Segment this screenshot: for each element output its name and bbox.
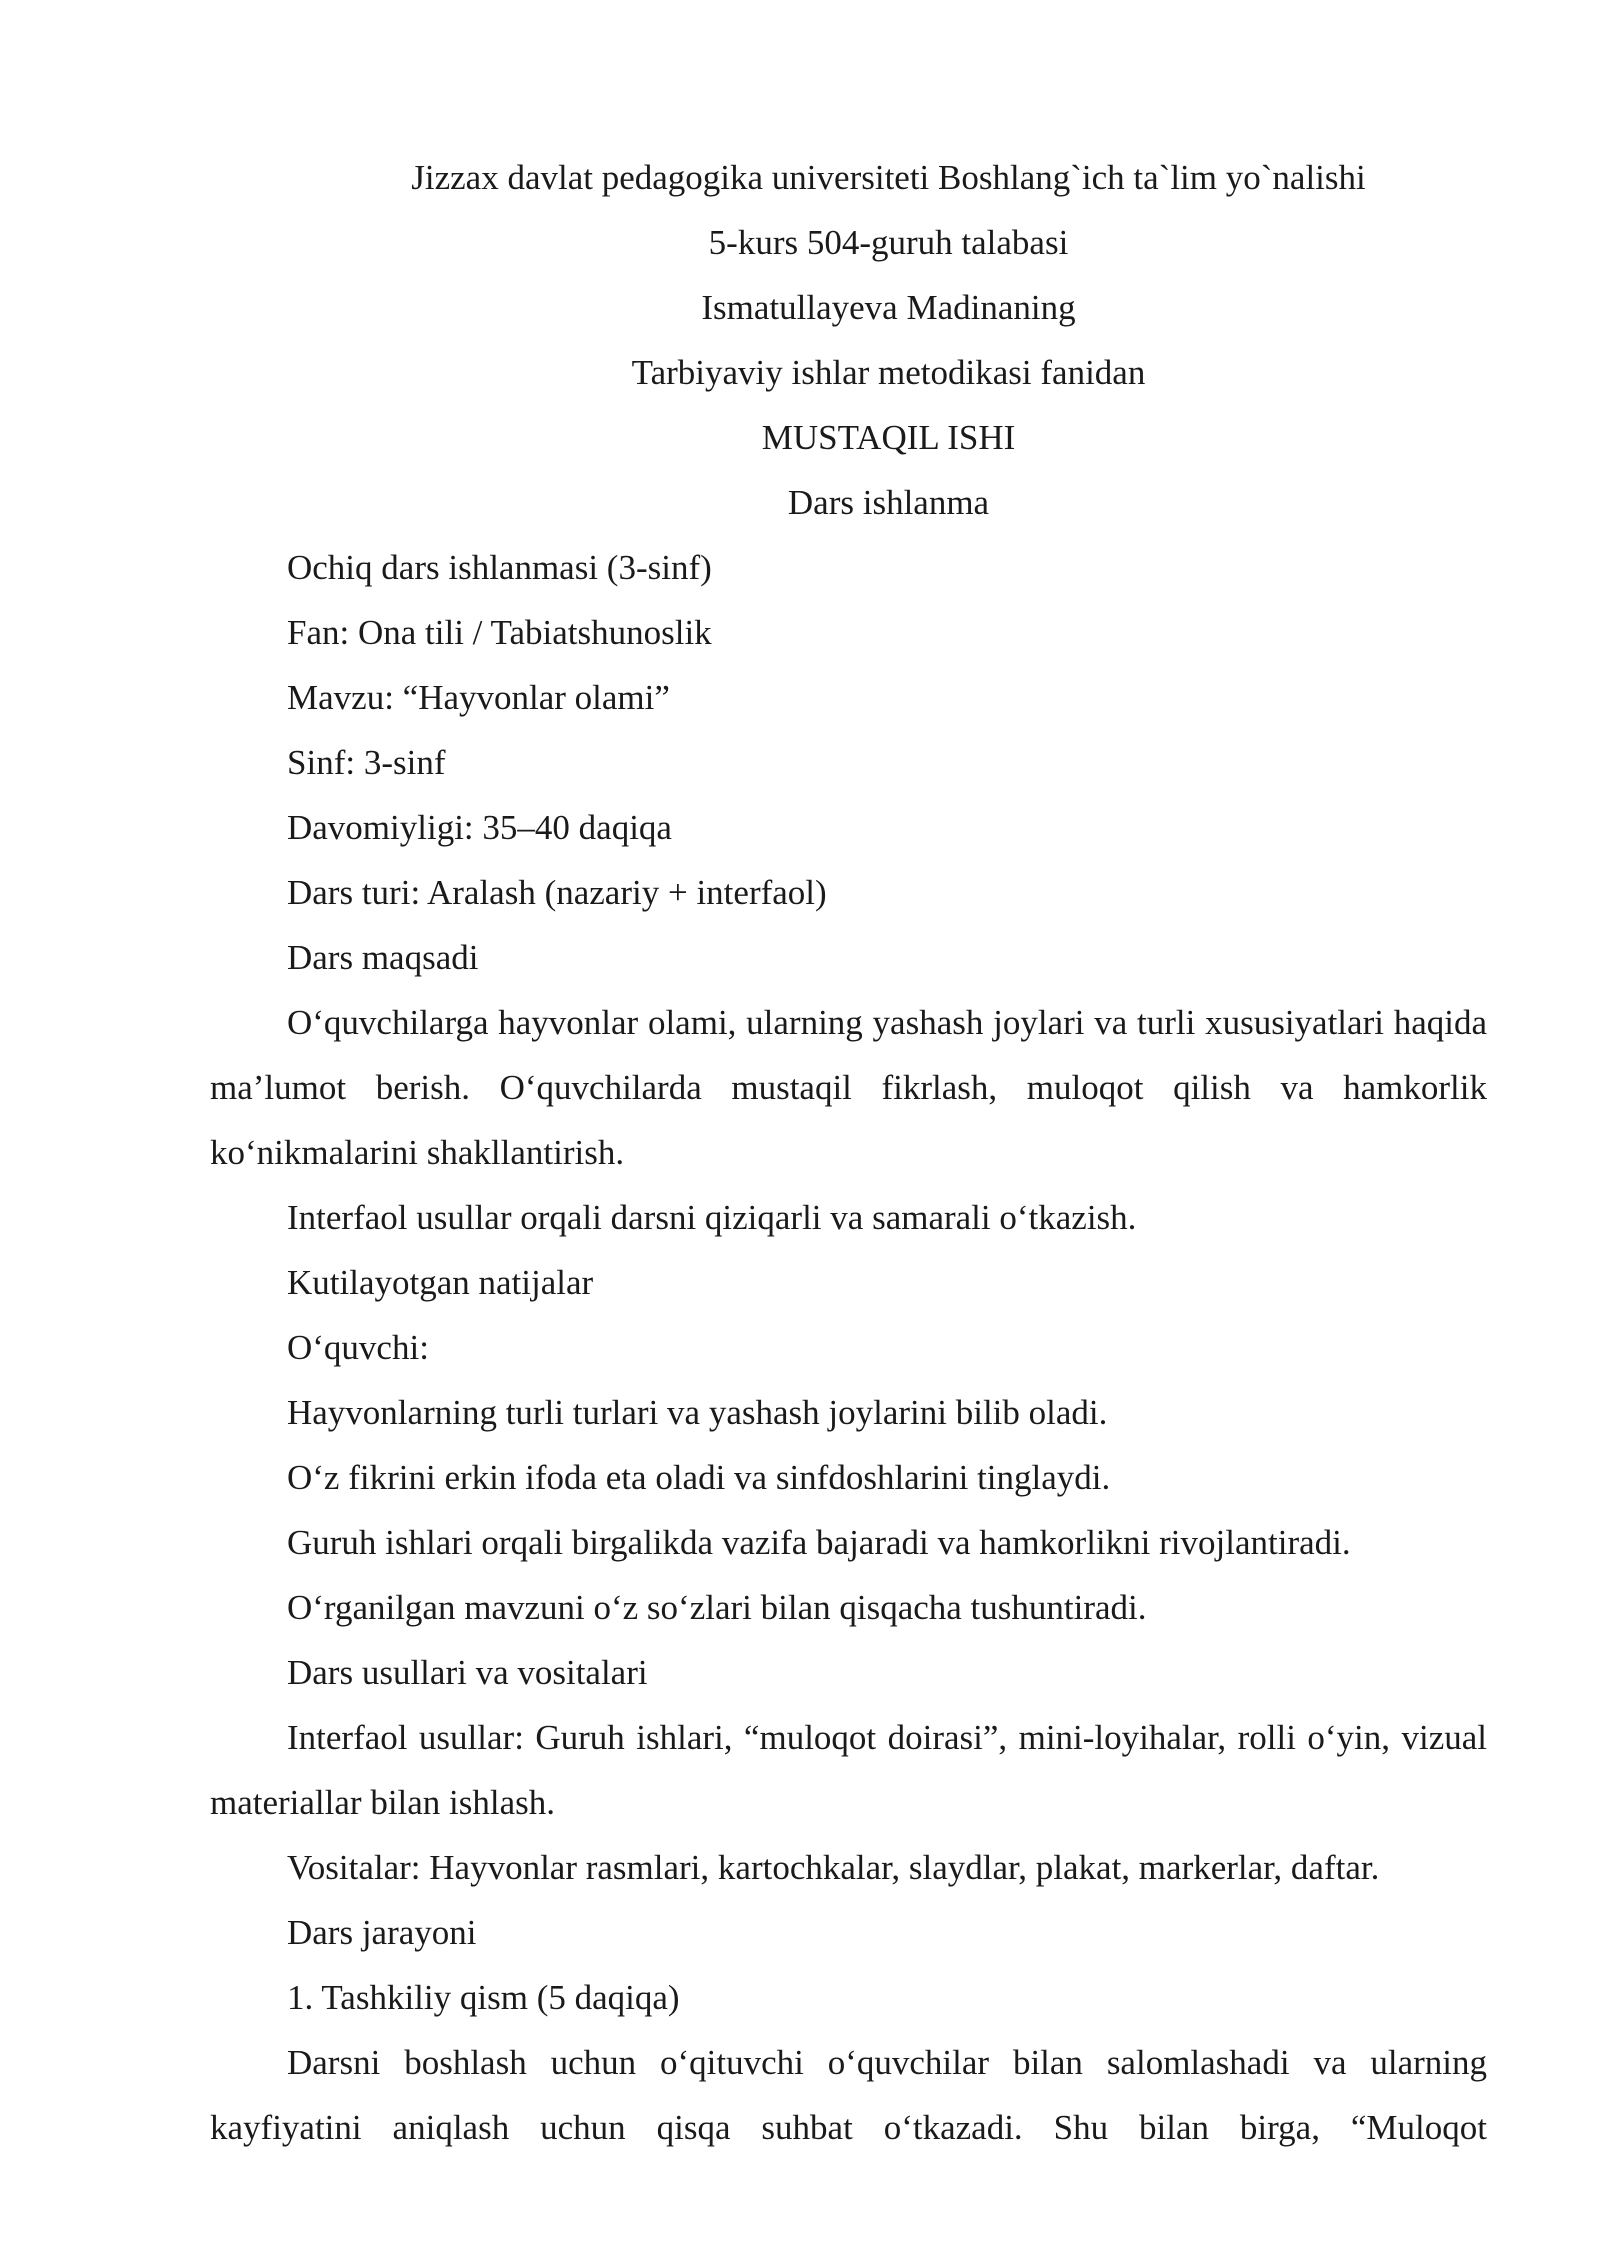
subject-line: Fan: Ona tili / Tabiatshunoslik	[287, 613, 712, 652]
document-body	[210, 145, 1487, 2160]
topic-line: Mavzu: “Hayvonlar olami”	[287, 678, 670, 717]
tools-line: Vositalar: Hayvonlar rasmlari, kartochkalar, slaydlar, plakat, markerlar, daftar.	[287, 1848, 1380, 1887]
methods-heading: Dars usullari va vositalari	[287, 1653, 648, 1692]
goal-heading: Dars maqsadi	[287, 938, 479, 977]
methods-paragraph: Interfaol usullar: Guruh ishlari, “muloqot doirasi”, mini-loyihalar, rolli o‘yin, vizual materiallar bilan ishlash.	[210, 1718, 1487, 1822]
step-heading: 1. Tashkiliy qism (5 daqiqa)	[287, 1978, 680, 2017]
step-paragraph: Darsni boshlash uchun o‘qituvchi o‘quvchilar bilan salomlashadi va ularning kayfiyatini aniqlash uchun qisqa suhbat o‘tkazadi. Shu bilan birga, “Muloqot	[210, 2043, 1487, 2147]
outcome-item: O‘rganilgan mavzuni o‘z so‘zlari bilan qisqacha tushuntiradi.	[287, 1588, 1147, 1627]
goal-paragraph-2: Interfaol usullar orqali darsni qiziqarli va samarali o‘tkazish.	[287, 1198, 1137, 1237]
work-type-heading: MUSTAQIL ISHI	[761, 418, 1016, 457]
goal-paragraph: O‘quvchilarga hayvonlar olami, ularning yashash joylari va turli xususiyatlari haqida ma’lumot berish. O‘quvchilarda mustaqil fikrlash, muloqot qilish va hamkorlik ko‘nikmalarini shakllantirish.	[210, 1003, 1487, 1172]
process-heading: Dars jarayoni	[287, 1913, 477, 1952]
group-heading: 5-kurs 504-guruh talabasi	[708, 223, 1069, 262]
outcomes-heading: Kutilayotgan natijalar	[287, 1263, 594, 1302]
student-label: O‘quvchi:	[287, 1328, 429, 1367]
grade-line: Sinf: 3-sinf	[287, 743, 446, 782]
university-heading: Jizzax davlat pedagogika universiteti Boshlang`ich ta`lim yo`nalishi	[411, 158, 1366, 197]
document-title: Dars ishlanma	[787, 483, 990, 522]
student-heading: Ismatullayeva Madinaning	[701, 288, 1076, 327]
outcome-item: Hayvonlarning turli turlari va yashash joylarini bilib oladi.	[287, 1393, 1108, 1432]
open-lesson-line: Ochiq dars ishlanmasi (3-sinf)	[287, 548, 712, 587]
lesson-type-line: Dars turi: Aralash (nazariy + interfaol)	[287, 873, 827, 912]
outcome-item: Guruh ishlari orqali birgalikda vazifa bajaradi va hamkorlikni rivojlantiradi.	[287, 1523, 1351, 1562]
outcome-item: O‘z fikrini erkin ifoda eta oladi va sinfdoshlarini tinglaydi.	[287, 1458, 1111, 1497]
subject-heading: Tarbiyaviy ishlar metodikasi fanidan	[631, 353, 1146, 392]
duration-line: Davomiyligi: 35–40 daqiqa	[287, 808, 672, 847]
